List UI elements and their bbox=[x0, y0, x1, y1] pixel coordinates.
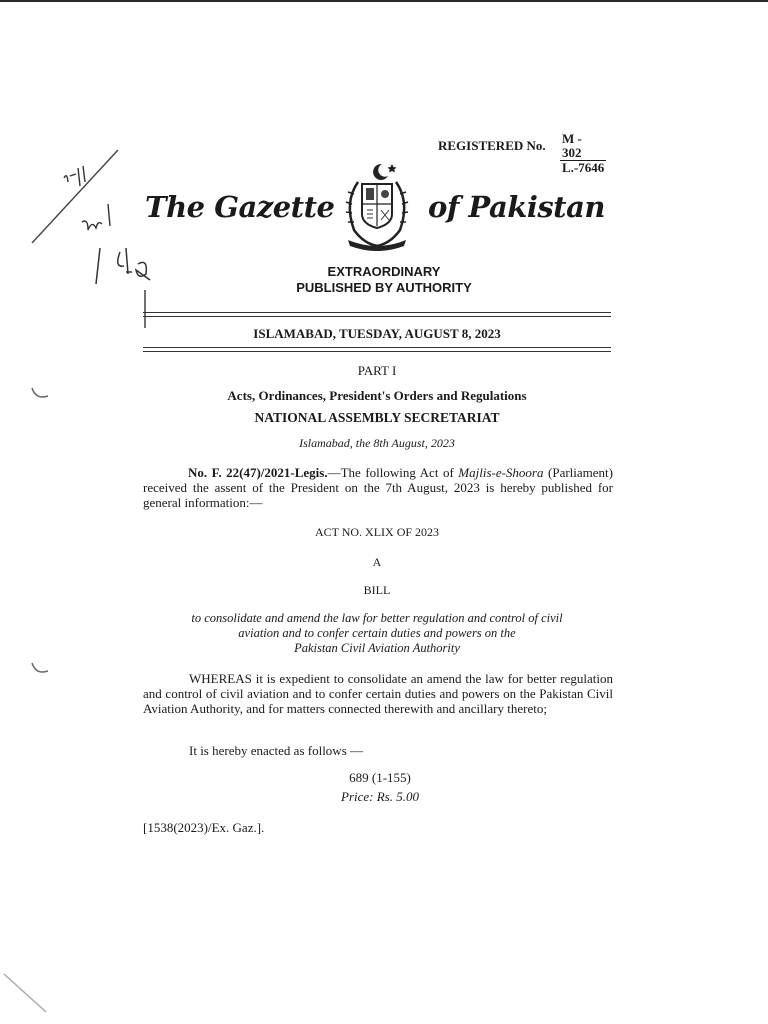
scan-mark-icon bbox=[20, 655, 60, 685]
top-edge-line bbox=[0, 0, 768, 2]
preamble-whereas: WHEREAS bbox=[189, 671, 252, 686]
scan-corner-mark-icon bbox=[0, 970, 60, 1020]
notice-text-2: (Parliament) received the assent of the President on the 7th August, 2023 is hereby published for general information:— bbox=[143, 465, 613, 510]
notice-majlis: Majlis-e-Shoora bbox=[458, 465, 544, 480]
registration-fraction bbox=[560, 132, 606, 175]
registration-number-bottom: L.-7646 bbox=[562, 160, 605, 175]
preamble-text: it is expedient to consolidate an amend the law for better regulation and control of civil aviation and to confer certain duties and powers on the Pakistan Civil Aviation Authority, and for matters connected therewith and ancillary thereto; bbox=[143, 671, 613, 716]
secretariat-heading: NATIONAL ASSEMBLY SECRETARIAT bbox=[254, 410, 500, 425]
place-date: Islamabad, the 8th August, 2023 bbox=[299, 436, 455, 450]
extraordinary-label: EXTRAORDINARY bbox=[327, 264, 441, 279]
dateline: ISLAMABAD, TUESDAY, AUGUST 8, 2023 bbox=[253, 326, 501, 341]
gazette-reference: [1538(2023)/Ex. Gaz.]. bbox=[143, 820, 265, 835]
scan-mark-icon bbox=[20, 380, 60, 410]
masthead-left: The Gazette bbox=[145, 190, 335, 224]
act-number: ACT NO. XLIX OF 2023 bbox=[314, 525, 440, 539]
part-heading: PART I bbox=[357, 363, 397, 378]
notice-paragraph bbox=[143, 465, 613, 510]
long-title-line-3: Pakistan Civil Aviation Authority bbox=[294, 641, 460, 655]
notice-reference: No. F. 22(47)/2021-Legis. bbox=[188, 465, 328, 480]
rule-top-2 bbox=[143, 316, 611, 317]
registration-label: REGISTERED No. bbox=[438, 138, 546, 153]
page-reference: 689 (1-155) bbox=[349, 770, 411, 785]
long-title-line-2: aviation and to confer certain duties and powers on the bbox=[238, 626, 516, 640]
enacting-clause: It is hereby enacted as follows — bbox=[189, 743, 364, 758]
notice-text-1: —The following Act of bbox=[327, 465, 459, 480]
rule-top-1 bbox=[143, 312, 611, 313]
price: Price: Rs. 5.00 bbox=[341, 789, 419, 804]
act-bill: BILL bbox=[363, 583, 391, 597]
rule-bottom-2 bbox=[143, 351, 611, 352]
act-a: A bbox=[372, 555, 382, 569]
masthead-right: of Pakistan bbox=[428, 190, 605, 224]
rule-bottom-1 bbox=[143, 347, 611, 348]
preamble-paragraph bbox=[143, 671, 613, 716]
state-emblem-icon bbox=[334, 160, 420, 254]
long-title-line-1: to consolidate and amend the law for better regulation and control of civil bbox=[191, 611, 563, 625]
handwritten-annotations bbox=[20, 140, 190, 340]
section-title: Acts, Ordinances, President's Orders and Regulations bbox=[227, 388, 527, 403]
registration-number-top: M - 302 bbox=[560, 132, 606, 161]
published-by-authority: PUBLISHED BY AUTHORITY bbox=[296, 280, 472, 295]
